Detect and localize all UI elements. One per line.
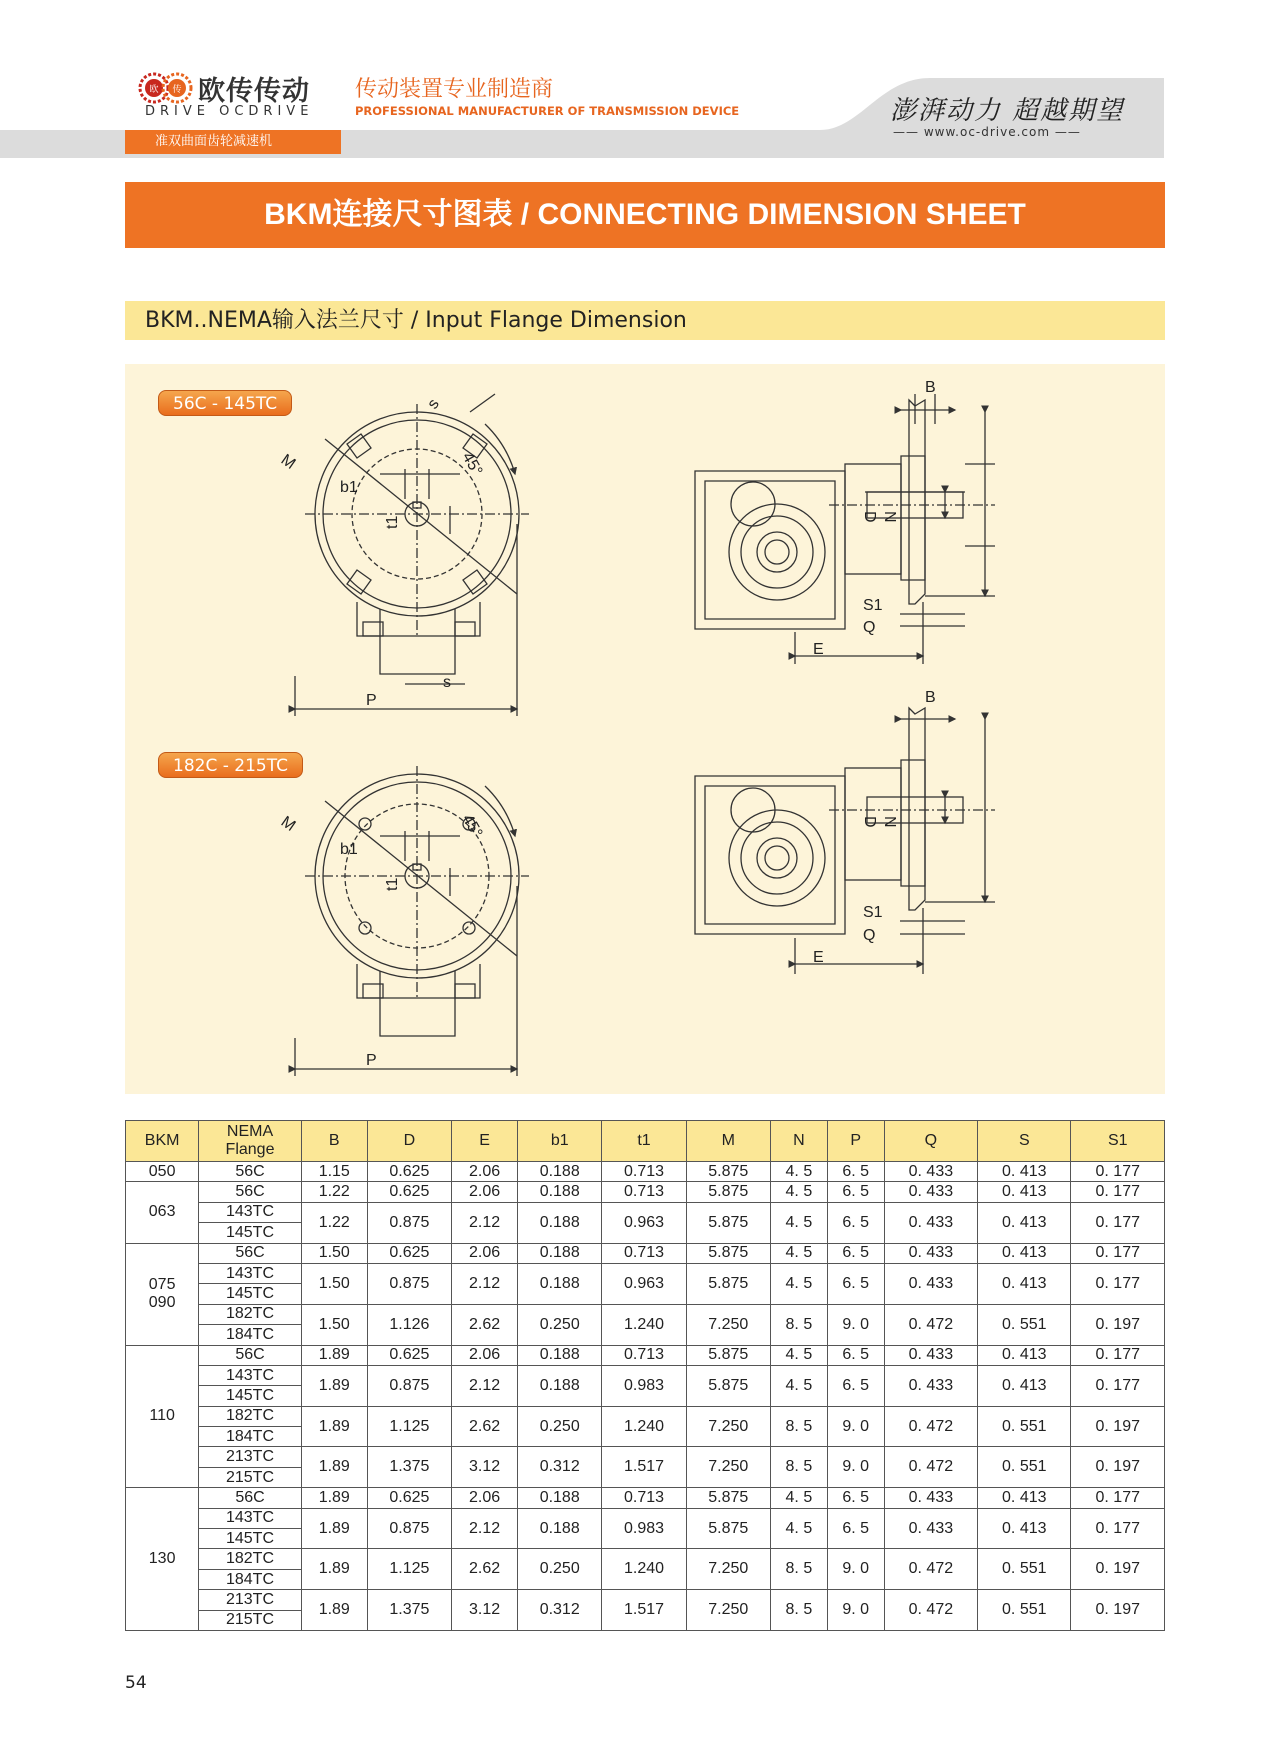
value-cell: 1.89 xyxy=(301,1365,367,1406)
value-cell: 4. 5 xyxy=(770,1243,827,1263)
table-header-row xyxy=(126,1121,1165,1162)
table-row xyxy=(126,1345,1165,1365)
value-cell: 0. 433 xyxy=(884,1508,977,1549)
bkm-size-cell: 110 xyxy=(126,1345,199,1488)
label-t1-2: t1 xyxy=(384,877,401,891)
page-title: BKM连接尺寸图表 / CONNECTING DIMENSION SHEET xyxy=(125,182,1165,248)
label-angle-2: 45° xyxy=(458,811,486,841)
value-cell: 4. 5 xyxy=(770,1488,827,1508)
value-cell: 2.12 xyxy=(452,1263,518,1304)
column-header: D xyxy=(367,1121,451,1162)
label-E-2: E xyxy=(813,949,824,966)
flange-cell: 143TC xyxy=(199,1202,302,1222)
value-cell: 0. 433 xyxy=(884,1365,977,1406)
value-cell: 1.125 xyxy=(367,1406,451,1447)
value-cell: 0. 413 xyxy=(978,1263,1071,1304)
value-cell: 3.12 xyxy=(452,1590,518,1631)
flange-cell: 145TC xyxy=(199,1386,302,1406)
value-cell: 7.250 xyxy=(686,1447,770,1488)
column-header: S xyxy=(978,1121,1071,1162)
page-number: 54 xyxy=(125,1673,147,1693)
value-cell: 7.250 xyxy=(686,1549,770,1590)
flange-cell: 182TC xyxy=(199,1406,302,1426)
value-cell: 1.50 xyxy=(301,1243,367,1263)
value-cell: 0.625 xyxy=(367,1162,451,1182)
value-cell: 2.06 xyxy=(452,1162,518,1182)
bkm-size-cell: 075 090 xyxy=(126,1243,199,1345)
value-cell: 0. 551 xyxy=(978,1549,1071,1590)
value-cell: 6. 5 xyxy=(827,1202,884,1243)
value-cell: 0.713 xyxy=(602,1182,686,1202)
flange-cell: 184TC xyxy=(199,1427,302,1447)
table-row xyxy=(126,1182,1165,1202)
value-cell: 0.188 xyxy=(518,1345,602,1365)
value-cell: 7.250 xyxy=(686,1590,770,1631)
value-cell: 0.250 xyxy=(518,1406,602,1447)
value-cell: 0. 177 xyxy=(1071,1263,1165,1304)
table-row xyxy=(126,1243,1165,1263)
label-E-1: E xyxy=(813,641,824,658)
range-badge-2: 182C - 215TC xyxy=(158,752,303,778)
label-N-2: N xyxy=(881,816,898,828)
flange-cell: 182TC xyxy=(199,1304,302,1324)
value-cell: 0.625 xyxy=(367,1182,451,1202)
value-cell: 0. 177 xyxy=(1071,1243,1165,1263)
value-cell: 0.188 xyxy=(518,1202,602,1243)
value-cell: 2.06 xyxy=(452,1488,518,1508)
value-cell: 1.375 xyxy=(367,1447,451,1488)
value-cell: 2.62 xyxy=(452,1304,518,1345)
table-row xyxy=(126,1365,1165,1385)
value-cell: 2.06 xyxy=(452,1345,518,1365)
value-cell: 1.89 xyxy=(301,1549,367,1590)
front-view-2 xyxy=(295,684,529,1076)
value-cell: 8. 5 xyxy=(770,1447,827,1488)
table-row xyxy=(126,1508,1165,1528)
value-cell: 0. 197 xyxy=(1071,1590,1165,1631)
value-cell: 0.713 xyxy=(602,1345,686,1365)
value-cell: 0.188 xyxy=(518,1508,602,1549)
table-row xyxy=(126,1488,1165,1508)
flange-cell: 184TC xyxy=(199,1569,302,1589)
dimension-table xyxy=(125,1120,1165,1631)
brand-name-cn: 欧传传动 xyxy=(198,76,310,107)
value-cell: 5.875 xyxy=(686,1263,770,1304)
label-D-1: D xyxy=(861,511,878,523)
label-t1-1: t1 xyxy=(384,515,401,529)
value-cell: 5.875 xyxy=(686,1365,770,1406)
value-cell: 0.875 xyxy=(367,1263,451,1304)
label-B-1: B xyxy=(925,379,936,396)
label-b1-2: b1 xyxy=(340,841,358,858)
value-cell: 9. 0 xyxy=(827,1304,884,1345)
label-s-1: s xyxy=(424,395,443,413)
value-cell: 0.188 xyxy=(518,1488,602,1508)
value-cell: 0. 197 xyxy=(1071,1549,1165,1590)
value-cell: 4. 5 xyxy=(770,1202,827,1243)
value-cell: 8. 5 xyxy=(770,1549,827,1590)
value-cell: 2.06 xyxy=(452,1243,518,1263)
value-cell: 0. 433 xyxy=(884,1345,977,1365)
flange-cell: 143TC xyxy=(199,1365,302,1385)
value-cell: 0. 413 xyxy=(978,1508,1071,1549)
motto: 澎湃动力 超越期望 xyxy=(890,96,1125,126)
value-cell: 0. 433 xyxy=(884,1263,977,1304)
value-cell: 6. 5 xyxy=(827,1488,884,1508)
value-cell: 5.875 xyxy=(686,1345,770,1365)
value-cell: 0. 551 xyxy=(978,1406,1071,1447)
value-cell: 0.963 xyxy=(602,1202,686,1243)
value-cell: 0. 197 xyxy=(1071,1447,1165,1488)
label-angle-1: 45° xyxy=(458,449,486,479)
label-B-2: B xyxy=(925,689,936,706)
value-cell: 0.188 xyxy=(518,1243,602,1263)
value-cell: 0.250 xyxy=(518,1304,602,1345)
value-cell: 0. 177 xyxy=(1071,1162,1165,1182)
value-cell: 2.62 xyxy=(452,1549,518,1590)
value-cell: 1.240 xyxy=(602,1304,686,1345)
table-row xyxy=(126,1549,1165,1569)
value-cell: 1.240 xyxy=(602,1549,686,1590)
value-cell: 6. 5 xyxy=(827,1508,884,1549)
flange-cell: 56C xyxy=(199,1488,302,1508)
label-S1-1: S1 xyxy=(863,597,883,614)
column-header: N xyxy=(770,1121,827,1162)
value-cell: 0.875 xyxy=(367,1508,451,1549)
value-cell: 1.240 xyxy=(602,1406,686,1447)
value-cell: 0.713 xyxy=(602,1488,686,1508)
flange-cell: 143TC xyxy=(199,1263,302,1283)
value-cell: 1.517 xyxy=(602,1590,686,1631)
flange-cell: 56C xyxy=(199,1182,302,1202)
value-cell: 4. 5 xyxy=(770,1508,827,1549)
value-cell: 1.22 xyxy=(301,1202,367,1243)
value-cell: 2.12 xyxy=(452,1202,518,1243)
value-cell: 0.188 xyxy=(518,1365,602,1406)
label-P-2: P xyxy=(366,1052,377,1069)
value-cell: 0.713 xyxy=(602,1162,686,1182)
value-cell: 0.188 xyxy=(518,1162,602,1182)
table-row xyxy=(126,1447,1165,1467)
value-cell: 0. 177 xyxy=(1071,1365,1165,1406)
value-cell: 1.89 xyxy=(301,1508,367,1549)
label-Q-1: Q xyxy=(863,619,876,636)
value-cell: 0. 177 xyxy=(1071,1182,1165,1202)
value-cell: 0. 472 xyxy=(884,1406,977,1447)
value-cell: 0. 551 xyxy=(978,1304,1071,1345)
value-cell: 9. 0 xyxy=(827,1549,884,1590)
value-cell: 0.188 xyxy=(518,1263,602,1304)
value-cell: 0.625 xyxy=(367,1488,451,1508)
brand-name-en: DRIVE OCDRIVE xyxy=(145,104,314,119)
side-view-1 xyxy=(695,394,995,664)
value-cell: 4. 5 xyxy=(770,1345,827,1365)
flange-cell: 215TC xyxy=(199,1610,302,1630)
section-subtitle: BKM..NEMA输入法兰尺寸 / Input Flange Dimension xyxy=(125,301,1165,340)
value-cell: 5.875 xyxy=(686,1243,770,1263)
label-s-2: s xyxy=(443,674,451,691)
value-cell: 6. 5 xyxy=(827,1365,884,1406)
value-cell: 0. 177 xyxy=(1071,1508,1165,1549)
column-header: B xyxy=(301,1121,367,1162)
value-cell: 6. 5 xyxy=(827,1182,884,1202)
value-cell: 1.125 xyxy=(367,1549,451,1590)
bkm-size-cell: 050 xyxy=(126,1162,199,1182)
value-cell: 0.625 xyxy=(367,1345,451,1365)
value-cell: 9. 0 xyxy=(827,1447,884,1488)
column-header: M xyxy=(686,1121,770,1162)
label-N-1: N xyxy=(881,511,898,523)
value-cell: 2.12 xyxy=(452,1508,518,1549)
flange-cell: 184TC xyxy=(199,1325,302,1345)
table-row xyxy=(126,1162,1165,1182)
value-cell: 0. 413 xyxy=(978,1365,1071,1406)
column-header: b1 xyxy=(518,1121,602,1162)
value-cell: 0.188 xyxy=(518,1182,602,1202)
value-cell: 0. 413 xyxy=(978,1345,1071,1365)
label-P-1: P xyxy=(366,692,377,709)
value-cell: 0. 551 xyxy=(978,1590,1071,1631)
value-cell: 0.250 xyxy=(518,1549,602,1590)
value-cell: 9. 0 xyxy=(827,1406,884,1447)
value-cell: 2.06 xyxy=(452,1182,518,1202)
value-cell: 0. 197 xyxy=(1071,1406,1165,1447)
value-cell: 0. 413 xyxy=(978,1182,1071,1202)
value-cell: 0. 177 xyxy=(1071,1488,1165,1508)
label-M-1: M xyxy=(277,451,299,473)
value-cell: 0. 433 xyxy=(884,1243,977,1263)
value-cell: 0. 413 xyxy=(978,1202,1071,1243)
logo-char-right: 传 xyxy=(172,84,182,94)
flange-cell: 215TC xyxy=(199,1467,302,1487)
dimension-drawings xyxy=(125,364,1165,1094)
value-cell: 1.517 xyxy=(602,1447,686,1488)
value-cell: 0.983 xyxy=(602,1508,686,1549)
value-cell: 0. 472 xyxy=(884,1549,977,1590)
value-cell: 0.963 xyxy=(602,1263,686,1304)
value-cell: 0. 433 xyxy=(884,1182,977,1202)
value-cell: 5.875 xyxy=(686,1202,770,1243)
value-cell: 0. 197 xyxy=(1071,1304,1165,1345)
flange-cell: 213TC xyxy=(199,1590,302,1610)
value-cell: 0. 472 xyxy=(884,1447,977,1488)
value-cell: 0. 551 xyxy=(978,1447,1071,1488)
value-cell: 5.875 xyxy=(686,1508,770,1549)
column-header: P xyxy=(827,1121,884,1162)
value-cell: 1.50 xyxy=(301,1263,367,1304)
value-cell: 0. 433 xyxy=(884,1202,977,1243)
column-header: t1 xyxy=(602,1121,686,1162)
value-cell: 5.875 xyxy=(686,1488,770,1508)
value-cell: 0. 433 xyxy=(884,1162,977,1182)
value-cell: 8. 5 xyxy=(770,1406,827,1447)
value-cell: 5.875 xyxy=(686,1162,770,1182)
value-cell: 9. 0 xyxy=(827,1590,884,1631)
value-cell: 6. 5 xyxy=(827,1345,884,1365)
value-cell: 0.875 xyxy=(367,1365,451,1406)
value-cell: 1.50 xyxy=(301,1304,367,1345)
label-D-2: D xyxy=(861,816,878,828)
value-cell: 4. 5 xyxy=(770,1365,827,1406)
value-cell: 0. 413 xyxy=(978,1243,1071,1263)
value-cell: 4. 5 xyxy=(770,1182,827,1202)
value-cell: 5.875 xyxy=(686,1182,770,1202)
value-cell: 0.875 xyxy=(367,1202,451,1243)
table-body xyxy=(126,1162,1165,1631)
value-cell: 0. 433 xyxy=(884,1488,977,1508)
flange-cell: 143TC xyxy=(199,1508,302,1528)
table-row xyxy=(126,1202,1165,1222)
side-view-2 xyxy=(695,708,995,974)
table-row xyxy=(126,1304,1165,1324)
value-cell: 2.12 xyxy=(452,1365,518,1406)
column-header: S1 xyxy=(1071,1121,1165,1162)
flange-cell: 56C xyxy=(199,1243,302,1263)
value-cell: 1.89 xyxy=(301,1406,367,1447)
product-category-tab: 准双曲面齿轮减速机 xyxy=(125,130,341,154)
value-cell: 4. 5 xyxy=(770,1162,827,1182)
value-cell: 1.89 xyxy=(301,1345,367,1365)
value-cell: 1.89 xyxy=(301,1488,367,1508)
value-cell: 0. 472 xyxy=(884,1304,977,1345)
value-cell: 2.62 xyxy=(452,1406,518,1447)
value-cell: 0. 177 xyxy=(1071,1345,1165,1365)
value-cell: 1.15 xyxy=(301,1162,367,1182)
table-row xyxy=(126,1406,1165,1426)
bkm-size-cell: 063 xyxy=(126,1182,199,1243)
label-M-2: M xyxy=(277,813,299,835)
label-b1-1: b1 xyxy=(340,479,358,496)
value-cell: 3.12 xyxy=(452,1447,518,1488)
value-cell: 6. 5 xyxy=(827,1263,884,1304)
value-cell: 1.89 xyxy=(301,1447,367,1488)
range-badge-1: 56C - 145TC xyxy=(158,390,292,416)
value-cell: 0.312 xyxy=(518,1590,602,1631)
flange-cell: 213TC xyxy=(199,1447,302,1467)
website: —— www.oc-drive.com —— xyxy=(893,125,1081,139)
value-cell: 6. 5 xyxy=(827,1162,884,1182)
value-cell: 0. 177 xyxy=(1071,1202,1165,1243)
value-cell: 1.89 xyxy=(301,1590,367,1631)
value-cell: 8. 5 xyxy=(770,1590,827,1631)
value-cell: 0. 472 xyxy=(884,1590,977,1631)
flange-cell: 145TC xyxy=(199,1223,302,1243)
value-cell: 1.375 xyxy=(367,1590,451,1631)
value-cell: 1.126 xyxy=(367,1304,451,1345)
bkm-size-cell: 130 xyxy=(126,1488,199,1631)
label-S1-2: S1 xyxy=(863,904,883,921)
value-cell: 1.22 xyxy=(301,1182,367,1202)
slogan-cn: 传动装置专业制造商 xyxy=(355,77,554,102)
value-cell: 0.625 xyxy=(367,1243,451,1263)
front-view-1 xyxy=(295,394,529,716)
slogan-en: PROFESSIONAL MANUFACTURER OF TRANSMISSION DEVICE xyxy=(355,104,740,118)
value-cell: 0. 413 xyxy=(978,1162,1071,1182)
value-cell: 7.250 xyxy=(686,1406,770,1447)
flange-cell: 145TC xyxy=(199,1284,302,1304)
flange-cell: 182TC xyxy=(199,1549,302,1569)
value-cell: 4. 5 xyxy=(770,1263,827,1304)
value-cell: 7.250 xyxy=(686,1304,770,1345)
value-cell: 0.713 xyxy=(602,1243,686,1263)
column-header: BKM xyxy=(126,1121,199,1162)
value-cell: 0.312 xyxy=(518,1447,602,1488)
label-Q-2: Q xyxy=(863,927,876,944)
flange-cell: 56C xyxy=(199,1345,302,1365)
flange-cell: 56C xyxy=(199,1162,302,1182)
logo-char-left: 欧 xyxy=(149,84,159,94)
flange-cell: 145TC xyxy=(199,1529,302,1549)
column-header: E xyxy=(452,1121,518,1162)
table-row xyxy=(126,1590,1165,1610)
column-header: NEMA Flange xyxy=(199,1121,302,1162)
value-cell: 8. 5 xyxy=(770,1304,827,1345)
value-cell: 0. 413 xyxy=(978,1488,1071,1508)
value-cell: 0.983 xyxy=(602,1365,686,1406)
table-row xyxy=(126,1263,1165,1283)
column-header: Q xyxy=(884,1121,977,1162)
value-cell: 6. 5 xyxy=(827,1243,884,1263)
